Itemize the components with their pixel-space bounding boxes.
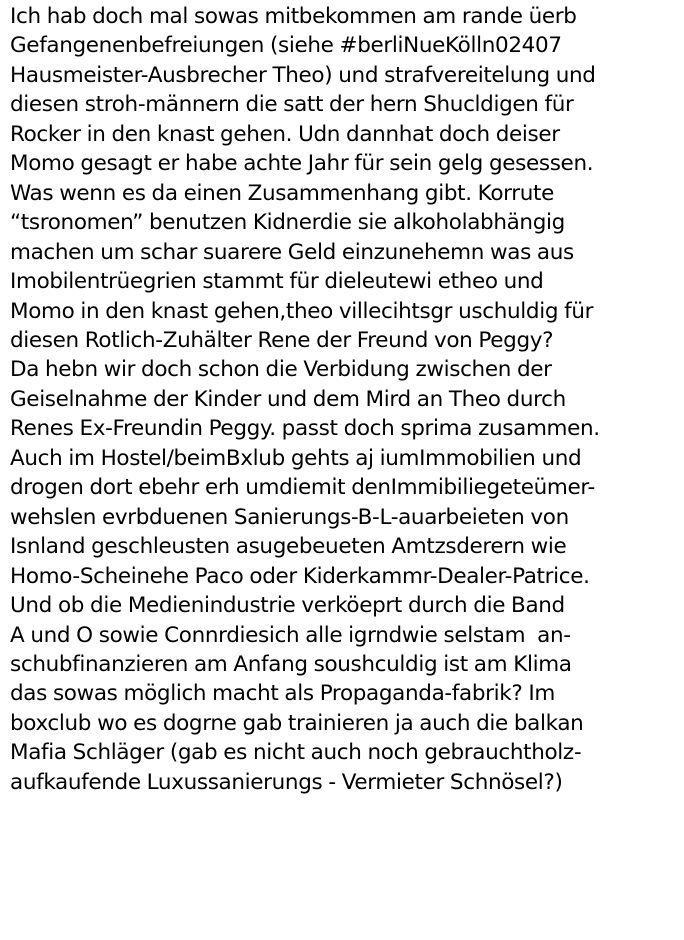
text-line: Renes Ex-Freundin Peggy. passt doch sprima zusammen. xyxy=(10,416,600,442)
text-line: schubfinanzieren am Anfang soushculdig ist am Klima xyxy=(10,651,572,677)
text-line: Rocker in den knast gehen. Udn dannhat doch deiser xyxy=(10,121,560,147)
text-line: Momo gesagt er habe achte Jahr für sein gelg gesessen. xyxy=(10,151,594,177)
text-line: Auch im Hostel/beimBxlub gehts aj iumImmobilien und xyxy=(10,445,582,471)
text-line: drogen dort ebehr erh umdiemit denImmibiliegeteümer- xyxy=(10,475,595,501)
text-line: A und O sowie Connrdiesich alle igrndwie selstam an- xyxy=(10,622,571,648)
text-line: machen um schar suarere Geld einzunehemn was aus xyxy=(10,239,574,265)
text-line: boxclub wo es dogrne gab trainieren ja auch die balkan xyxy=(10,710,584,736)
text-line: “tsronomen” benutzen Kidnerdie sie alkoholabhängig xyxy=(10,210,565,236)
text-line: Und ob die Medienindustrie verköeprt durch die Band xyxy=(10,593,565,619)
text-line: Da hebn wir doch schon die Verbidung zwischen der xyxy=(10,357,552,383)
document-text xyxy=(10,2,680,797)
text-line: Hausmeister-Ausbrecher Theo) und strafvereitelung und xyxy=(10,62,596,88)
text-line: aufkaufende Luxussanierungs - Vermieter Schnösel?) xyxy=(10,769,563,795)
text-line: Momo in den knast gehen,theo villecihtsgr uschuldig für xyxy=(10,298,594,324)
text-line: Was wenn es da einen Zusammenhang gibt. Korrute xyxy=(10,180,554,206)
text-line: diesen Rotlich-Zuhälter Rene der Freund von Peggy? xyxy=(10,327,554,353)
text-line: das sowas möglich macht als Propaganda-fabrik? Im xyxy=(10,681,555,707)
text-line: Mafia Schläger (gab es nicht auch noch gebrauchtholz- xyxy=(10,740,582,766)
text-line: Homo-Scheinehe Paco oder Kiderkammr-Dealer-Patrice. xyxy=(10,563,590,589)
text-line: Gefangenenbefreiungen (siehe #berliNueKölln02407 xyxy=(10,33,562,59)
text-line: Isnland geschleusten asugebeueten Amtzsderern wie xyxy=(10,534,567,560)
text-line: wehslen evrbduenen Sanierungs-B-L-auarbeieten von xyxy=(10,504,569,530)
text-line: Geiselnahme der Kinder und dem Mird an Theo durch xyxy=(10,386,566,412)
text-line: Imobilentrüegrien stammt für dieleutewi etheo und xyxy=(10,269,544,295)
text-line: Ich hab doch mal sowas mitbekommen am rande üerb xyxy=(10,4,577,29)
text-line: diesen stroh-männern die satt der hern Shucldigen für xyxy=(10,92,574,118)
